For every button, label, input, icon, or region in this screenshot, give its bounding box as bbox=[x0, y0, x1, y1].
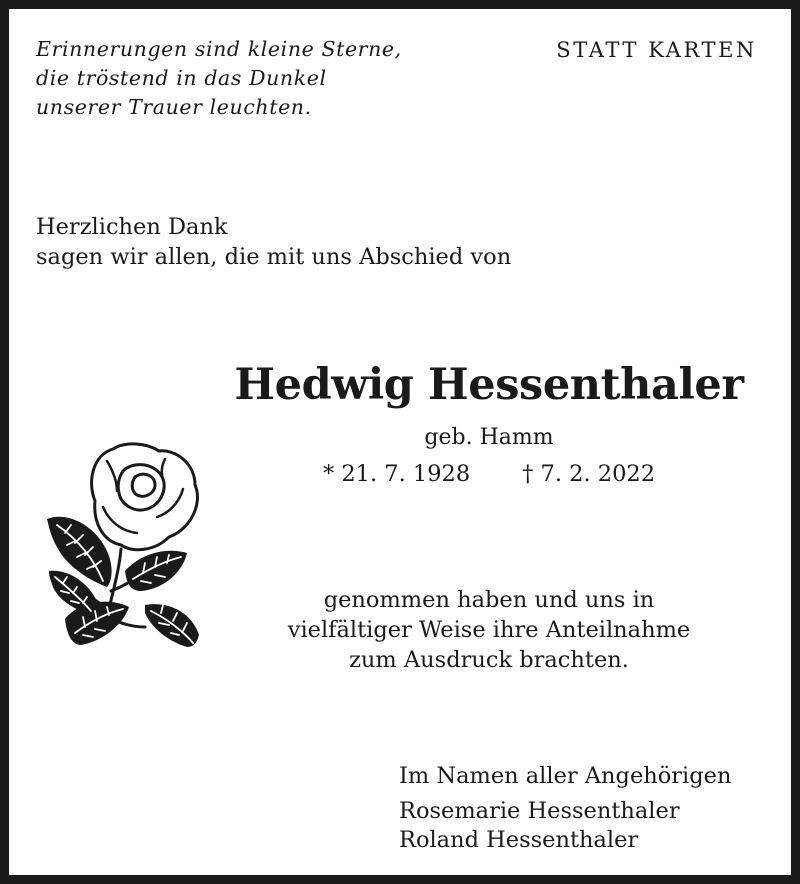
intro-line: sagen wir allen, die mit uns Abschied von bbox=[36, 244, 512, 270]
thanks-line: genommen haben und uns in bbox=[323, 587, 655, 613]
quote bbox=[36, 35, 456, 122]
maiden-name: geb. Hamm bbox=[424, 425, 554, 450]
thanks-line: zum Ausdruck brachten. bbox=[349, 647, 629, 673]
signature bbox=[399, 763, 731, 855]
signatory-name: Roland Hessenthaler bbox=[399, 827, 639, 853]
signatory-name: Rosemarie Hessenthaler bbox=[399, 798, 680, 824]
life-dates bbox=[209, 461, 769, 487]
signature-heading: Im Namen aller Angehörigen bbox=[399, 763, 732, 789]
quote-line: Erinnerungen sind kleine Sterne, bbox=[36, 37, 402, 61]
signature-names bbox=[399, 797, 731, 855]
thanks-line: vielfältiger Weise ihre Anteilnahme bbox=[287, 617, 691, 643]
rose-icon bbox=[37, 441, 217, 661]
statt-karten-notice: STATT KARTEN bbox=[556, 38, 757, 62]
quote-line: die tröstend in das Dunkel bbox=[36, 66, 327, 90]
deceased-name: Hedwig Hessenthaler bbox=[234, 360, 744, 410]
death-date: † 7. 2. 2022 bbox=[522, 461, 656, 487]
quote-line: unserer Trauer leuchten. bbox=[36, 95, 312, 119]
thanks-text bbox=[249, 585, 729, 675]
intro-text bbox=[36, 212, 511, 272]
intro-line: Herzlichen Dank bbox=[36, 214, 228, 240]
birth-date: * 21. 7. 1928 bbox=[322, 461, 471, 487]
